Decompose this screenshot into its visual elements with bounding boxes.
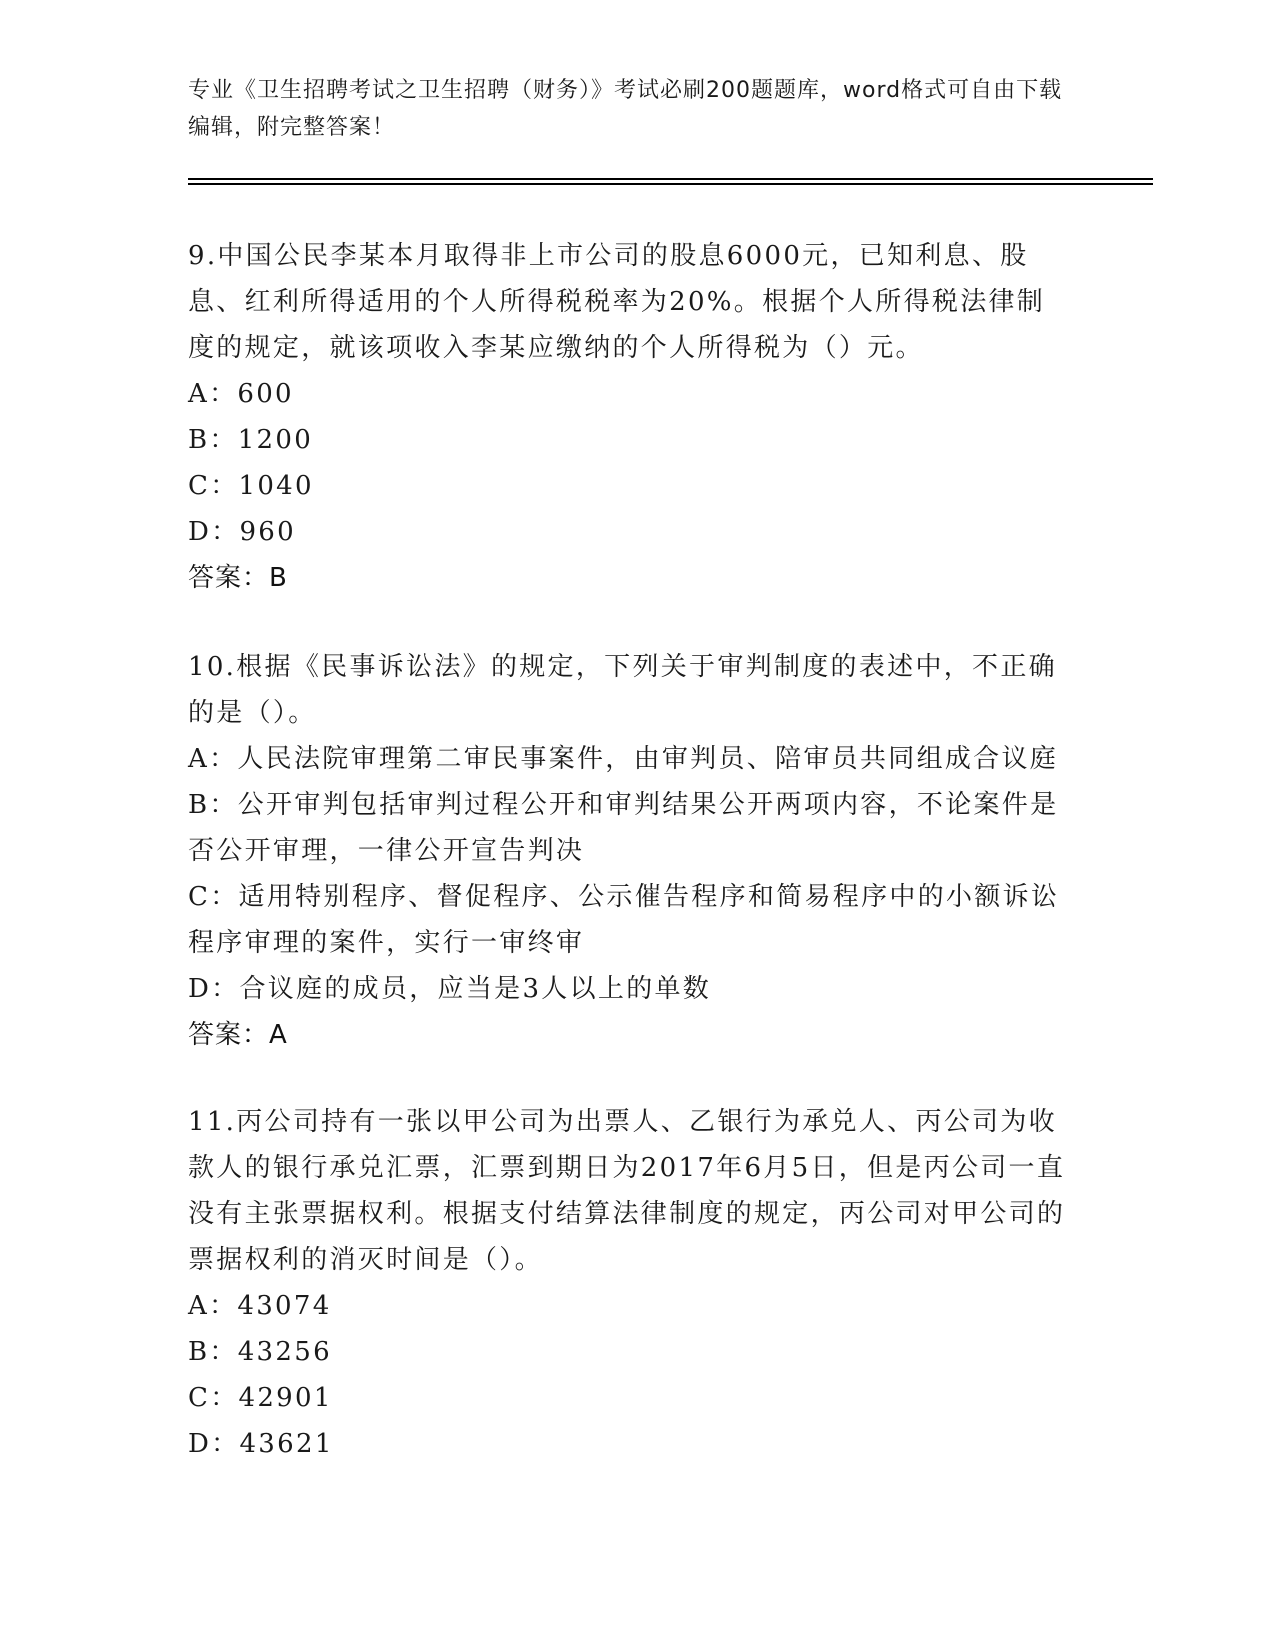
option-c: C：1040 <box>188 471 314 501</box>
option-d: D：960 <box>188 517 296 547</box>
header-divider-top <box>188 178 1153 180</box>
question-11 <box>188 1099 1073 1467</box>
question-10 <box>188 644 1073 1058</box>
option-a: A：人民法院审理第二审民事案件，由审判员、陪审员共同组成合议庭 <box>188 744 1059 774</box>
answer-label: 答案：B <box>188 563 288 593</box>
option-c: C：42901 <box>188 1383 333 1413</box>
option-d: D：43621 <box>188 1429 334 1459</box>
option-b: B：43256 <box>188 1337 332 1367</box>
option-d: D：合议庭的成员，应当是3人以上的单数 <box>188 974 712 1004</box>
question-9 <box>188 233 1073 601</box>
option-a: A：600 <box>188 379 294 409</box>
option-a: A：43074 <box>188 1291 332 1321</box>
question-text: 11.丙公司持有一张以甲公司为出票人、乙银行为承兑人、丙公司为收款人的银行承兑汇票，汇票到期日为2017年6月5日，但是丙公司一直没有主张票据权利。根据支付结算法律制度的规定，丙公司对甲公司的票据权利的消灭时间是（）。 <box>188 1107 1066 1275</box>
question-text: 9.中国公民李某本月取得非上市公司的股息6000元，已知利息、股息、红利所得适用的个人所得税税率为20%。根据个人所得税法律制度的规定，就该项收入李某应缴纳的个人所得税为（）元。 <box>188 241 1046 363</box>
option-b: B：1200 <box>188 425 314 455</box>
question-text: 10.根据《民事诉讼法》的规定，下列关于审判制度的表述中，不正确的是（）。 <box>188 652 1057 728</box>
answer-label: 答案：A <box>188 1020 288 1050</box>
header-divider-bottom <box>188 183 1153 185</box>
option-c: C：适用特别程序、督促程序、公示催告程序和简易程序中的小额诉讼程序审理的案件，实行一审终审 <box>188 882 1060 958</box>
document-header: 专业《卫生招聘考试之卫生招聘（财务）》考试必刷200题题库，word格式可自由下载编辑，附完整答案！ <box>188 78 1063 140</box>
option-b: B：公开审判包括审判过程公开和审判结果公开两项内容，不论案件是否公开审理，一律公开宣告判决 <box>188 790 1059 866</box>
